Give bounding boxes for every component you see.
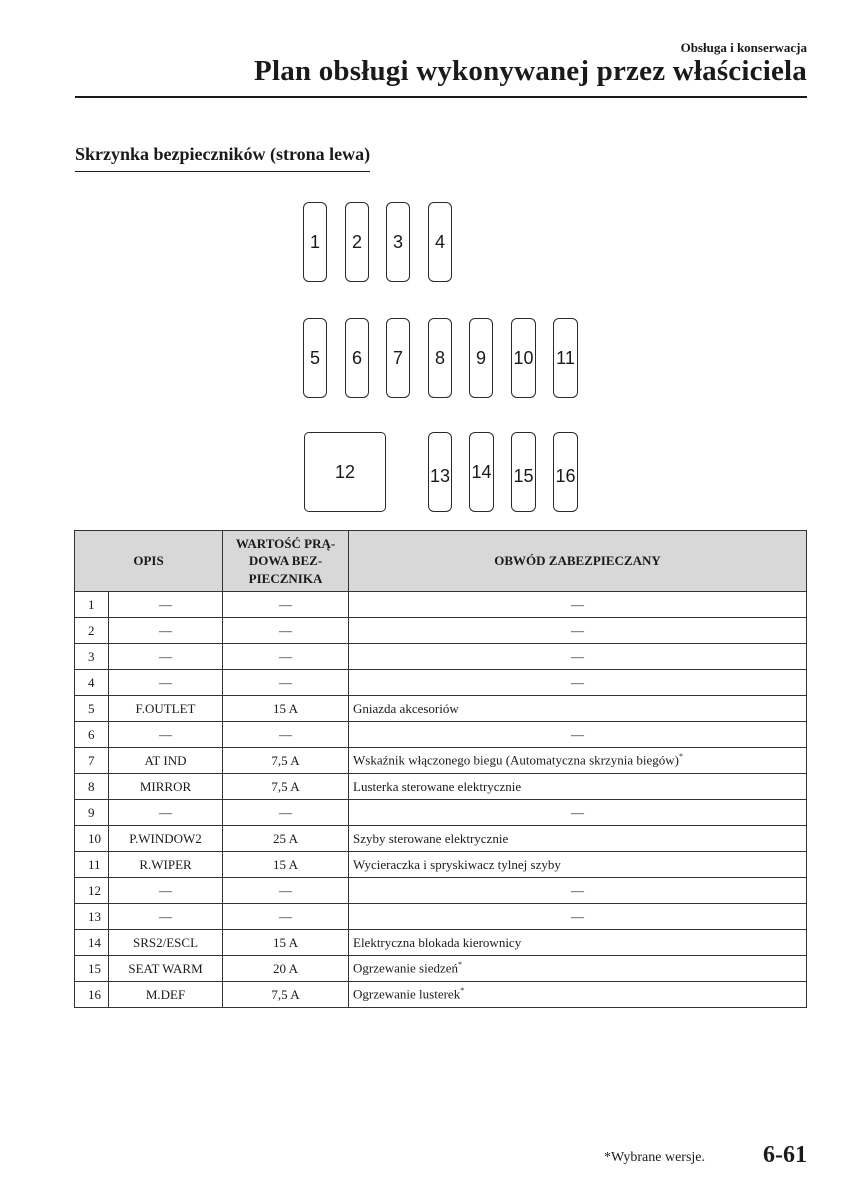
table-row bbox=[75, 748, 807, 774]
header-protected-circuit: OBWÓD ZABEZPIECZANY bbox=[349, 531, 807, 592]
protected-circuit-text: Elektryczna blokada kierownicy bbox=[353, 934, 522, 950]
fuse-rating-cell: 20 A bbox=[223, 956, 349, 982]
fuse-15: 15 bbox=[511, 432, 536, 512]
fuse-description-cell: — bbox=[109, 722, 223, 748]
table-body bbox=[75, 592, 807, 1008]
fuse-rating-cell: — bbox=[223, 644, 349, 670]
fuse-rating-cell: — bbox=[223, 800, 349, 826]
fuse-number-cell: 16 bbox=[75, 982, 109, 1008]
protected-circuit-text: Ogrzewanie lusterek bbox=[353, 986, 461, 1002]
protected-circuit-text: Wycieraczka i spryskiwacz tylnej szyby bbox=[353, 856, 561, 872]
table-row bbox=[75, 956, 807, 982]
table-row bbox=[75, 696, 807, 722]
protected-circuit-text: — bbox=[571, 622, 584, 638]
fuse-description-cell: — bbox=[109, 904, 223, 930]
fuse-rating-cell: 15 A bbox=[223, 696, 349, 722]
fuse-table bbox=[74, 530, 807, 1008]
fuse-3: 3 bbox=[386, 202, 410, 282]
protected-circuit-text: — bbox=[571, 596, 584, 612]
fuse-5: 5 bbox=[303, 318, 327, 398]
section-label: Obsługa i konserwacja bbox=[680, 40, 807, 55]
protected-circuit-cell bbox=[349, 748, 807, 774]
fuse-1: 1 bbox=[303, 202, 327, 282]
fuse-13: 13 bbox=[428, 432, 452, 512]
table-row bbox=[75, 774, 807, 800]
protected-circuit-cell bbox=[349, 956, 807, 982]
fuse-description-cell: R.WIPER bbox=[109, 852, 223, 878]
header-fuse-rating-text: WARTOŚĆ PRĄ- DOWA BEZ- PIECZNIKA bbox=[235, 535, 336, 586]
protected-circuit-text: — bbox=[571, 908, 584, 924]
table-row bbox=[75, 670, 807, 696]
fuse-number-cell: 10 bbox=[75, 826, 109, 852]
table-row bbox=[75, 644, 807, 670]
fuse-8: 8 bbox=[428, 318, 452, 398]
fuse-number-cell: 4 bbox=[75, 670, 109, 696]
fuse-description-cell: M.DEF bbox=[109, 982, 223, 1008]
protected-circuit-cell bbox=[349, 670, 807, 696]
fuse-description-cell: MIRROR bbox=[109, 774, 223, 800]
fuse-description-cell: SRS2/ESCL bbox=[109, 930, 223, 956]
fuse-description-cell: — bbox=[109, 878, 223, 904]
fuse-description-cell: — bbox=[109, 618, 223, 644]
fuse-number-cell: 11 bbox=[75, 852, 109, 878]
fuse-rating-cell: 15 A bbox=[223, 930, 349, 956]
header-opis: OPIS bbox=[75, 531, 223, 592]
fuse-description-cell: — bbox=[109, 592, 223, 618]
fuse-description-cell: — bbox=[109, 670, 223, 696]
fuse-rating-cell: — bbox=[223, 592, 349, 618]
fuse-number-cell: 12 bbox=[75, 878, 109, 904]
fuse-box-heading: Skrzynka bezpieczników (strona lewa) bbox=[75, 144, 370, 172]
table-row bbox=[75, 982, 807, 1008]
protected-circuit-cell bbox=[349, 800, 807, 826]
fuse-11: 11 bbox=[553, 318, 578, 398]
protected-circuit-text: Wskaźnik włączonego biegu (Automatyczna skrzynia biegów) bbox=[353, 752, 679, 768]
protected-circuit-cell bbox=[349, 826, 807, 852]
protected-circuit-text: Gniazda akcesoriów bbox=[353, 700, 459, 716]
fuse-rating-cell: 7,5 A bbox=[223, 748, 349, 774]
fuse-description-cell: P.WINDOW2 bbox=[109, 826, 223, 852]
table-row bbox=[75, 930, 807, 956]
protected-circuit-text: — bbox=[571, 804, 584, 820]
protected-circuit-cell bbox=[349, 592, 807, 618]
fuse-number-cell: 1 bbox=[75, 592, 109, 618]
table-row bbox=[75, 800, 807, 826]
page-number: 6-61 bbox=[763, 1142, 807, 1168]
protected-circuit-text: — bbox=[571, 882, 584, 898]
protected-circuit-cell bbox=[349, 930, 807, 956]
fuse-number-cell: 13 bbox=[75, 904, 109, 930]
table-row bbox=[75, 878, 807, 904]
fuse-4: 4 bbox=[428, 202, 452, 282]
table-row bbox=[75, 826, 807, 852]
fuse-description-cell: SEAT WARM bbox=[109, 956, 223, 982]
fuse-description-cell: — bbox=[109, 800, 223, 826]
protected-circuit-text: Ogrzewanie siedzeń bbox=[353, 960, 459, 976]
fuse-rating-cell: — bbox=[223, 670, 349, 696]
table-row bbox=[75, 904, 807, 930]
table-row bbox=[75, 618, 807, 644]
fuse-rating-cell: — bbox=[223, 722, 349, 748]
fuse-rating-cell: — bbox=[223, 904, 349, 930]
selected-versions-marker: * bbox=[458, 960, 463, 970]
fuse-number-cell: 9 bbox=[75, 800, 109, 826]
fuse-number-cell: 14 bbox=[75, 930, 109, 956]
fuse-rating-cell: — bbox=[223, 878, 349, 904]
fuse-description-cell: F.OUTLET bbox=[109, 696, 223, 722]
fuse-rating-cell: 25 A bbox=[223, 826, 349, 852]
protected-circuit-cell bbox=[349, 774, 807, 800]
fuse-16: 16 bbox=[553, 432, 578, 512]
selected-versions-marker: * bbox=[460, 986, 465, 996]
protected-circuit-cell bbox=[349, 722, 807, 748]
protected-circuit-cell bbox=[349, 696, 807, 722]
fuse-rating-cell: — bbox=[223, 618, 349, 644]
fuse-rating-cell: 7,5 A bbox=[223, 982, 349, 1008]
protected-circuit-text: Szyby sterowane elektrycznie bbox=[353, 830, 509, 846]
selected-versions-marker: * bbox=[678, 752, 683, 762]
fuse-9: 9 bbox=[469, 318, 493, 398]
fuse-14: 14 bbox=[469, 432, 494, 512]
page-title: Plan obsługi wykonywanej przez właściciela bbox=[254, 55, 807, 87]
header-fuse-rating bbox=[223, 531, 349, 592]
protected-circuit-cell bbox=[349, 618, 807, 644]
fuse-rating-cell: 15 A bbox=[223, 852, 349, 878]
fuse-number-cell: 7 bbox=[75, 748, 109, 774]
fuse-7: 7 bbox=[386, 318, 410, 398]
fuse-10: 10 bbox=[511, 318, 536, 398]
fuse-6: 6 bbox=[345, 318, 369, 398]
fuse-number-cell: 3 bbox=[75, 644, 109, 670]
fuse-number-cell: 2 bbox=[75, 618, 109, 644]
protected-circuit-text: — bbox=[571, 726, 584, 742]
protected-circuit-text: Lusterka sterowane elektrycznie bbox=[353, 778, 522, 794]
protected-circuit-text: — bbox=[571, 674, 584, 690]
title-rule bbox=[75, 96, 807, 98]
fuse-number-cell: 8 bbox=[75, 774, 109, 800]
protected-circuit-text: — bbox=[571, 648, 584, 664]
protected-circuit-cell bbox=[349, 982, 807, 1008]
fuse-2: 2 bbox=[345, 202, 369, 282]
fuse-description-cell: — bbox=[109, 644, 223, 670]
fuse-12: 12 bbox=[304, 432, 386, 512]
fuse-rating-cell: 7,5 A bbox=[223, 774, 349, 800]
fuse-number-cell: 6 bbox=[75, 722, 109, 748]
protected-circuit-cell bbox=[349, 852, 807, 878]
fuse-number-cell: 15 bbox=[75, 956, 109, 982]
protected-circuit-cell bbox=[349, 878, 807, 904]
table-row bbox=[75, 592, 807, 618]
protected-circuit-cell bbox=[349, 904, 807, 930]
table-row bbox=[75, 852, 807, 878]
fuse-description-cell: AT IND bbox=[109, 748, 223, 774]
protected-circuit-cell bbox=[349, 644, 807, 670]
footnote: *Wybrane wersje. bbox=[604, 1150, 706, 1165]
table-row bbox=[75, 722, 807, 748]
table-header-row bbox=[75, 531, 807, 592]
fuse-number-cell: 5 bbox=[75, 696, 109, 722]
